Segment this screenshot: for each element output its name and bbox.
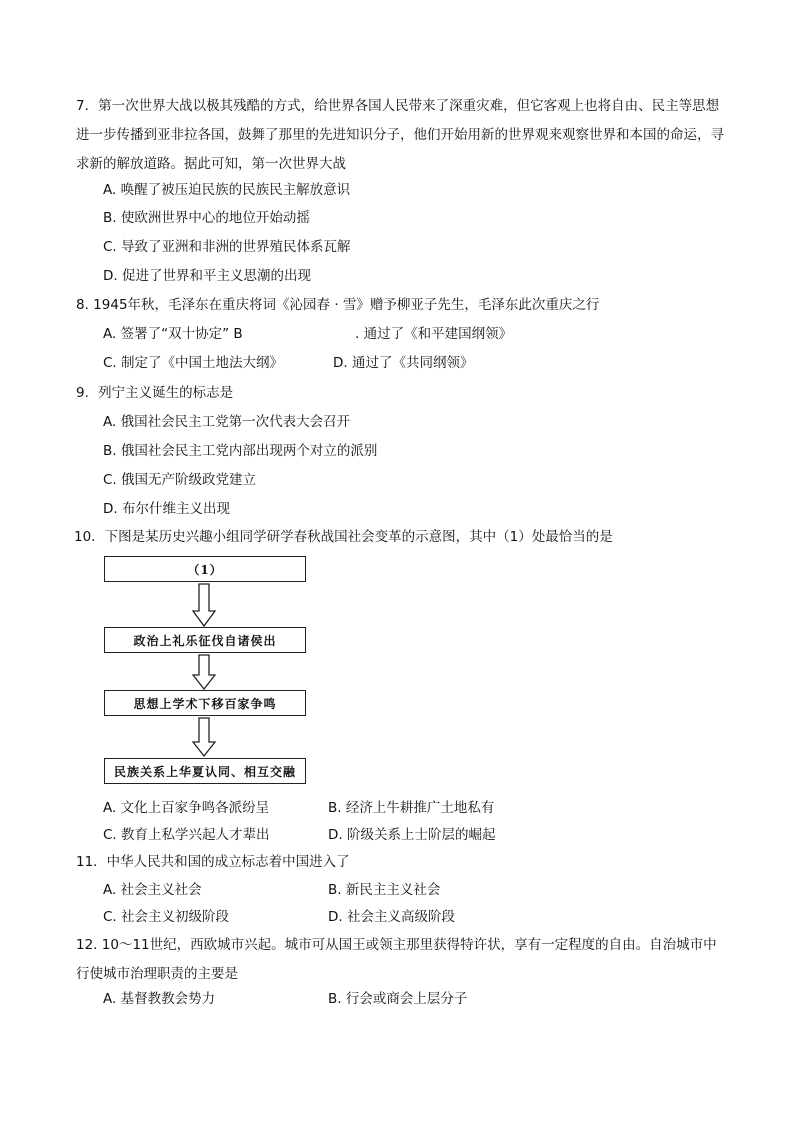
question-7-stem: 7．第一次世界大战以极其残酷的方式，给世界各国人民带来了深重灾难，但它客观上也将自由、民主等思想进一步传播到亚非拉各国，鼓舞了那里的先进知识分子，他们开始用新的世界观来观察世界和本国的命运，寻求新的解放道路。据此可知，第一次世界大战 [76, 98, 724, 172]
q10-option-b: B. 经济上牛耕推广土地私有 [328, 800, 495, 816]
q9-option-b: B. 俄国社会民主工党内部出现两个对立的派别 [103, 443, 378, 459]
q8-option-d: D. 通过了《共同纲领》 [333, 355, 474, 371]
down-arrow-icon [192, 717, 216, 757]
down-arrow-icon [192, 583, 216, 627]
q9-option-a: A. 俄国社会民主工党第一次代表大会召开 [103, 414, 351, 430]
q7-option-d: D. 促进了世界和平主义思潮的出现 [103, 268, 311, 284]
q11-option-b: B. 新民主主义社会 [328, 882, 441, 898]
social-change-flow-diagram [104, 556, 308, 788]
q11-option-d: D. 社会主义高级阶段 [328, 909, 455, 925]
question-12-stem: 12. 10～11世纪，西欧城市兴起。城市可从国王或领主那里获得特许状，享有一定程度的自由。自治城市中行使城市治理职责的主要是 [76, 937, 717, 982]
q10-option-a: A. 文化上百家争鸣各派纷呈 [103, 800, 270, 816]
question-10-stem: 10．下图是某历史兴趣小组同学研学春秋战国社会变革的示意图，其中（1）处最恰当的是 [74, 529, 613, 545]
q7-option-c: C. 导致了亚洲和非洲的世界殖民体系瓦解 [103, 239, 351, 255]
q8-option-c: C. 制定了《中国土地法大纲》 [103, 355, 284, 371]
diagram-box-politics: 政治上礼乐征伐自诸侯出 [104, 627, 306, 653]
question-8-stem: 8. 1945年秋，毛泽东在重庆将词《沁园春 · 雪》赠予柳亚子先生，毛泽东此次重庆之行 [76, 297, 600, 313]
q10-option-d: D. 阶级关系上士阶层的崛起 [328, 827, 496, 843]
diagram-box-blank: （1） [104, 556, 306, 582]
question-11-stem: 11．中华人民共和国的成立标志着中国进入了 [76, 854, 350, 870]
q12-option-b: B. 行会或商会上层分子 [328, 991, 468, 1007]
q12-option-a: A. 基督教教会势力 [103, 991, 216, 1007]
down-arrow-icon [192, 654, 216, 690]
q8-option-b: . 通过了《和平建国纲领》 [355, 326, 513, 342]
q7-option-b: B. 使欧洲世界中心的地位开始动摇 [103, 210, 310, 226]
q8-option-a: A. 签署了“双十协定” B [103, 326, 243, 342]
q7-option-a: A. 唤醒了被压迫民族的民族民主解放意识 [103, 182, 351, 198]
q11-option-a: A. 社会主义社会 [103, 882, 202, 898]
q9-option-c: C. 俄国无产阶级政党建立 [103, 472, 257, 488]
diagram-box-ethnic: 民族关系上华夏认同、相互交融 [104, 758, 306, 784]
q9-option-d: D. 布尔什维主义出现 [103, 501, 230, 517]
diagram-box-thought: 思想上学术下移百家争鸣 [104, 690, 306, 716]
q10-option-c: C. 教育上私学兴起人才辈出 [103, 827, 270, 843]
q11-option-c: C. 社会主义初级阶段 [103, 909, 230, 925]
question-9-stem: 9．列宁主义诞生的标志是 [76, 385, 234, 401]
